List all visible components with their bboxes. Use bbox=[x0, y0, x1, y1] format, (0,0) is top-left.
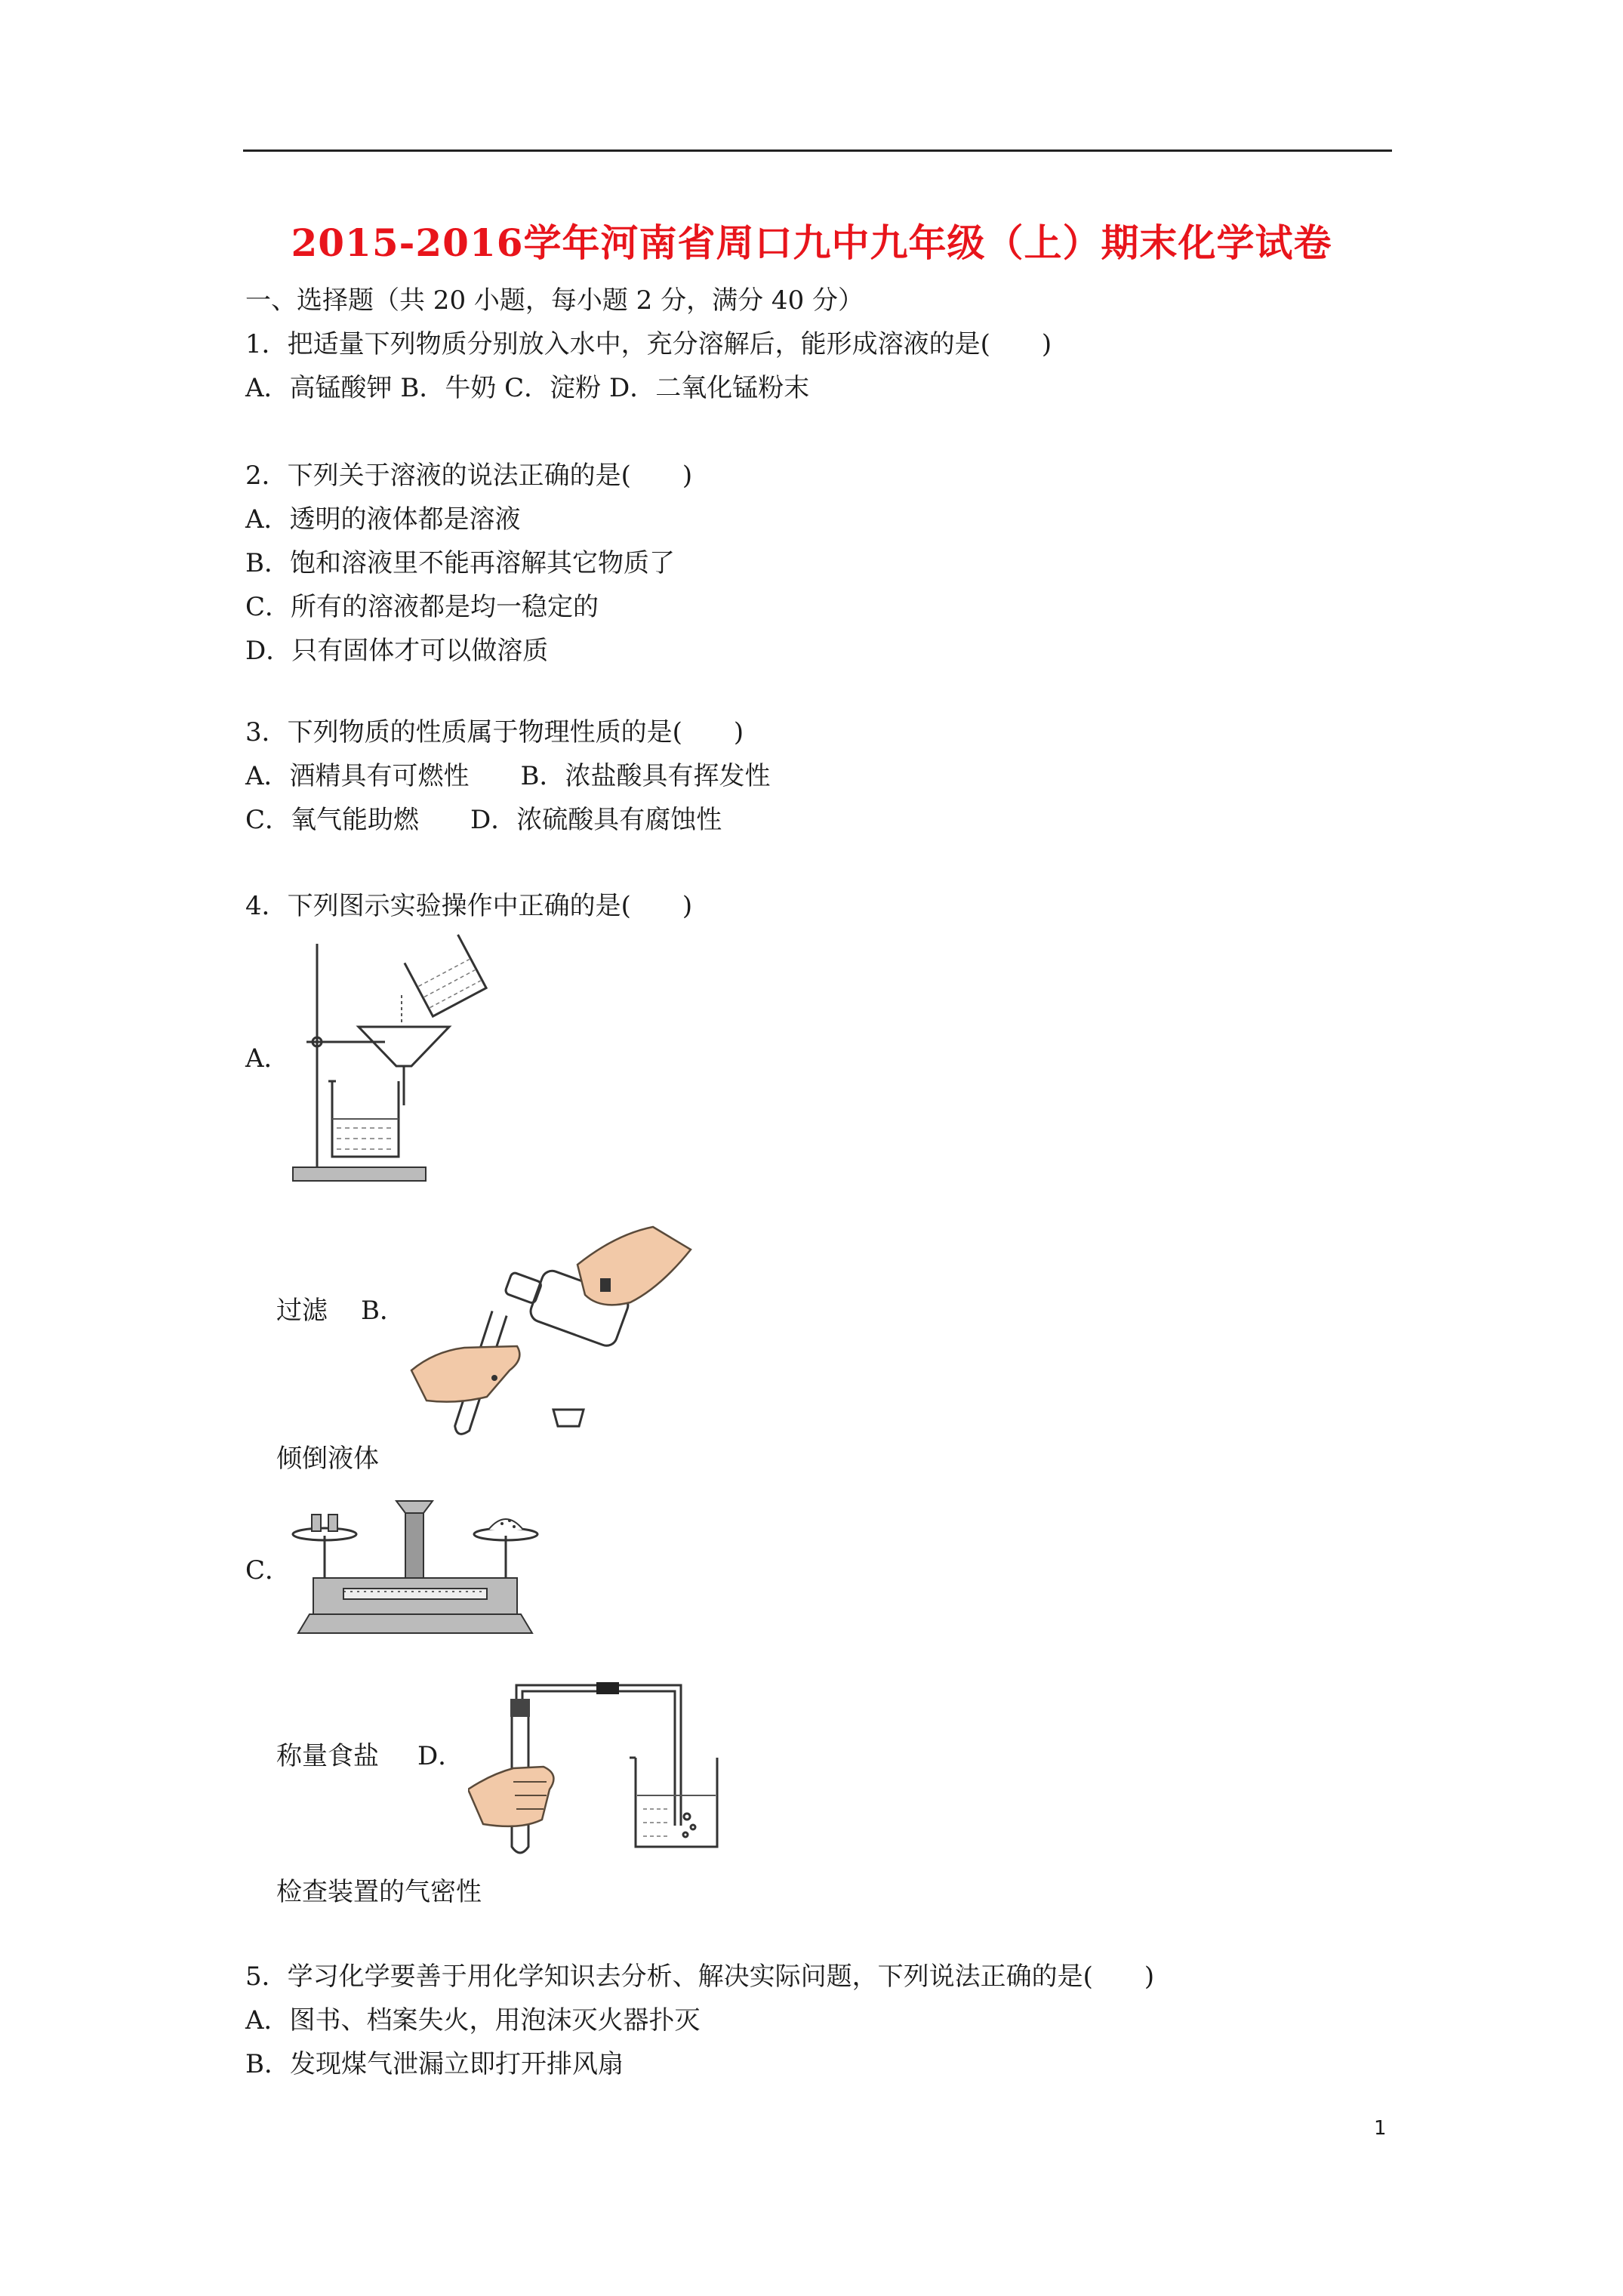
balance-figure bbox=[291, 1493, 540, 1648]
question-2-option-d: D．只有固体才可以做溶质 bbox=[245, 636, 549, 666]
question-3-stem: 3．下列物质的性质属于物理性质的是( ) bbox=[245, 717, 744, 747]
airtightness-check-figure bbox=[468, 1669, 732, 1857]
question-2-stem: 2．下列关于溶液的说法正确的是( ) bbox=[245, 461, 693, 491]
figure-a-letter: A． bbox=[245, 1043, 290, 1074]
question-1-stem: 1．把适量下列物质分别放入水中，充分溶解后，能形成溶液的是( ) bbox=[245, 329, 1052, 359]
figure-b-caption: 倾倒液体 bbox=[276, 1444, 379, 1474]
question-5-stem: 5．学习化学要善于用化学知识去分析、解决实际问题，下列说法正确的是( ) bbox=[245, 1962, 1155, 1992]
figure-d-letter: D． bbox=[417, 1741, 464, 1771]
figure-c-letter: C． bbox=[245, 1555, 291, 1586]
question-2-option-c: C．所有的溶液都是均一稳定的 bbox=[245, 592, 599, 622]
figure-d-caption: 检查装置的气密性 bbox=[276, 1877, 482, 1907]
filtration-figure bbox=[287, 930, 506, 1187]
question-5-option-b: B．发现煤气泄漏立即打开排风扇 bbox=[245, 2049, 624, 2079]
question-4-stem: 4．下列图示实验操作中正确的是( ) bbox=[245, 891, 693, 921]
question-3-options-cd: C．氧气能助燃 D．浓硫酸具有腐蚀性 bbox=[245, 805, 722, 835]
question-3-options-ab: A．酒精具有可燃性 B．浓盐酸具有挥发性 bbox=[245, 761, 771, 791]
question-1-options: A．高锰酸钾 B．牛奶 C．淀粉 D．二氧化锰粉末 bbox=[245, 373, 810, 403]
question-2-option-b: B．饱和溶液里不能再溶解其它物质了 bbox=[245, 548, 675, 578]
page-number: 1 bbox=[1374, 2117, 1387, 2140]
header-rule bbox=[243, 149, 1392, 152]
figure-c-caption: 称量食盐 bbox=[276, 1741, 379, 1771]
figure-a-caption: 过滤 bbox=[276, 1296, 328, 1326]
figure-b-letter: B． bbox=[361, 1296, 405, 1326]
section-heading: 一、选择题（共 20 小题，每小题 2 分，满分 40 分） bbox=[245, 285, 864, 316]
page-title: 2015-2016学年河南省周口九中九年级（上）期末化学试卷 bbox=[291, 220, 1332, 265]
question-2-option-a: A．透明的液体都是溶液 bbox=[245, 504, 521, 535]
pouring-liquid-figure bbox=[404, 1219, 706, 1446]
question-5-option-a: A．图书、档案失火，用泡沫灭火器扑灭 bbox=[245, 2005, 701, 2036]
